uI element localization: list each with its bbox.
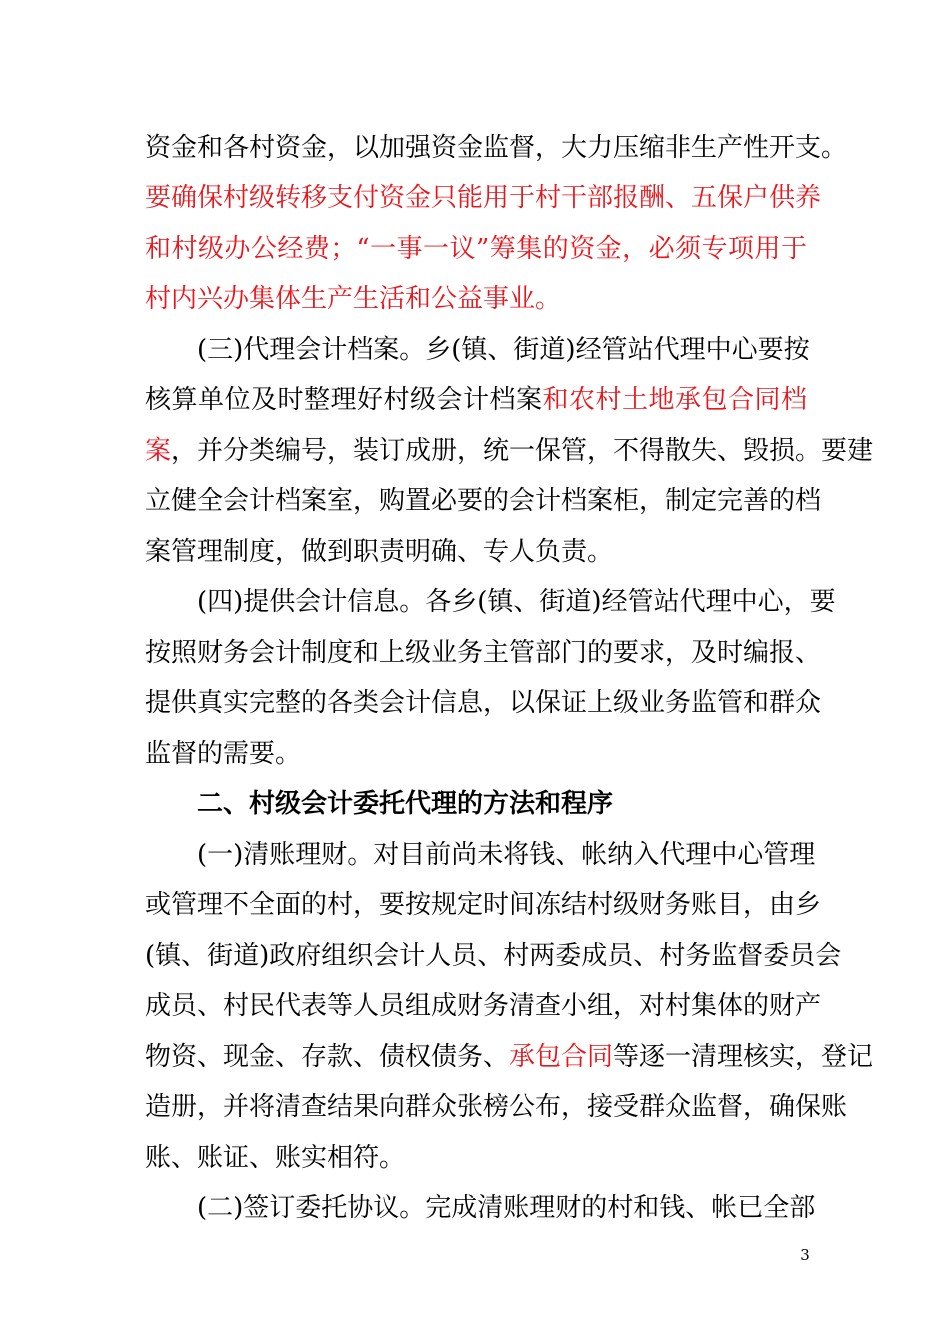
text-run: 二、村级会计委托代理的方法和程序 — [197, 789, 614, 819]
text-line — [145, 282, 807, 316]
text-line — [145, 686, 822, 720]
text-line — [145, 1141, 807, 1175]
text-run: 等逐一清理核实，登记 — [613, 1042, 874, 1072]
text-run: 和农村土地承包合同档 — [542, 385, 807, 415]
text-line — [145, 939, 842, 973]
paragraph-start-line — [197, 838, 816, 872]
text-run: 村内兴办集体生产生活和公益事业。 — [145, 284, 562, 314]
text-line — [145, 383, 807, 417]
text-run: 成员、村民代表等人员组成财务清查小组，对村集体的财产 — [145, 991, 822, 1021]
paragraph-start-line — [197, 1191, 816, 1225]
text-run: 和村级办公经费；“一事一议”筹集的资金，必须专项用于 — [145, 234, 807, 264]
text-run: 立健全会计档案室，购置必要的会计档案柜，制定完善的档 — [145, 486, 822, 516]
text-run: 资金和各村资金，以加强资金监督，大力压缩非生产性开支。 — [145, 133, 848, 163]
text-run: ，并分类编号，装订成册，统一保管，不得散失、毁损。要建 — [171, 436, 874, 466]
text-run: 或管理不全面的村，要按规定时间冻结村级财务账目，由乡 — [145, 890, 822, 920]
text-run: 监督的需要。 — [145, 739, 302, 769]
text-run: 承包合同 — [509, 1042, 614, 1072]
text-run: 物资、现金、存款、债权债务、 — [145, 1042, 510, 1072]
text-run: (三)代理会计档案。乡(镇、街道)经管站代理中心要按 — [197, 335, 810, 365]
text-line — [145, 131, 848, 165]
text-line — [145, 181, 822, 215]
text-run: 造册，并将清查结果向群众张榜公布，接受群众监督，确保账 — [145, 1092, 848, 1122]
paragraph-start-line — [197, 333, 810, 367]
text-run: 按照财务会计制度和上级业务主管部门的要求，及时编报、 — [145, 638, 822, 668]
text-line — [145, 1040, 874, 1074]
text-line — [145, 636, 822, 670]
text-line — [145, 535, 807, 569]
text-run: (四)提供会计信息。各乡(镇、街道)经管站代理中心，要 — [197, 587, 836, 617]
text-run: 案 — [145, 436, 172, 466]
text-run: 账、账证、账实相符。 — [145, 1143, 406, 1173]
paragraph-start-line — [197, 585, 836, 619]
section-heading — [197, 787, 807, 821]
text-line — [145, 989, 822, 1023]
text-run: (二)签订委托协议。完成清账理财的村和钱、帐已全部 — [197, 1193, 816, 1223]
page-number: 3 — [800, 1246, 810, 1264]
text-line — [145, 484, 822, 518]
text-run: (一)清账理财。对目前尚未将钱、帐纳入代理中心管理 — [197, 840, 816, 870]
text-line — [145, 737, 807, 771]
text-line — [145, 434, 874, 468]
text-run: 案管理制度，做到职责明确、专人负责。 — [145, 537, 614, 567]
text-line — [145, 232, 807, 266]
text-line — [145, 888, 822, 922]
text-line — [145, 1090, 848, 1124]
text-run: 核算单位及时整理好村级会计档案 — [145, 385, 543, 415]
text-run: (镇、街道)政府组织会计人员、村两委成员、村务监督委员会 — [145, 941, 842, 971]
text-run: 提供真实完整的各类会计信息，以保证上级业务监管和群众 — [145, 688, 822, 718]
text-run: 要确保村级转移支付资金只能用于村干部报酬、五保户供养 — [145, 183, 822, 213]
